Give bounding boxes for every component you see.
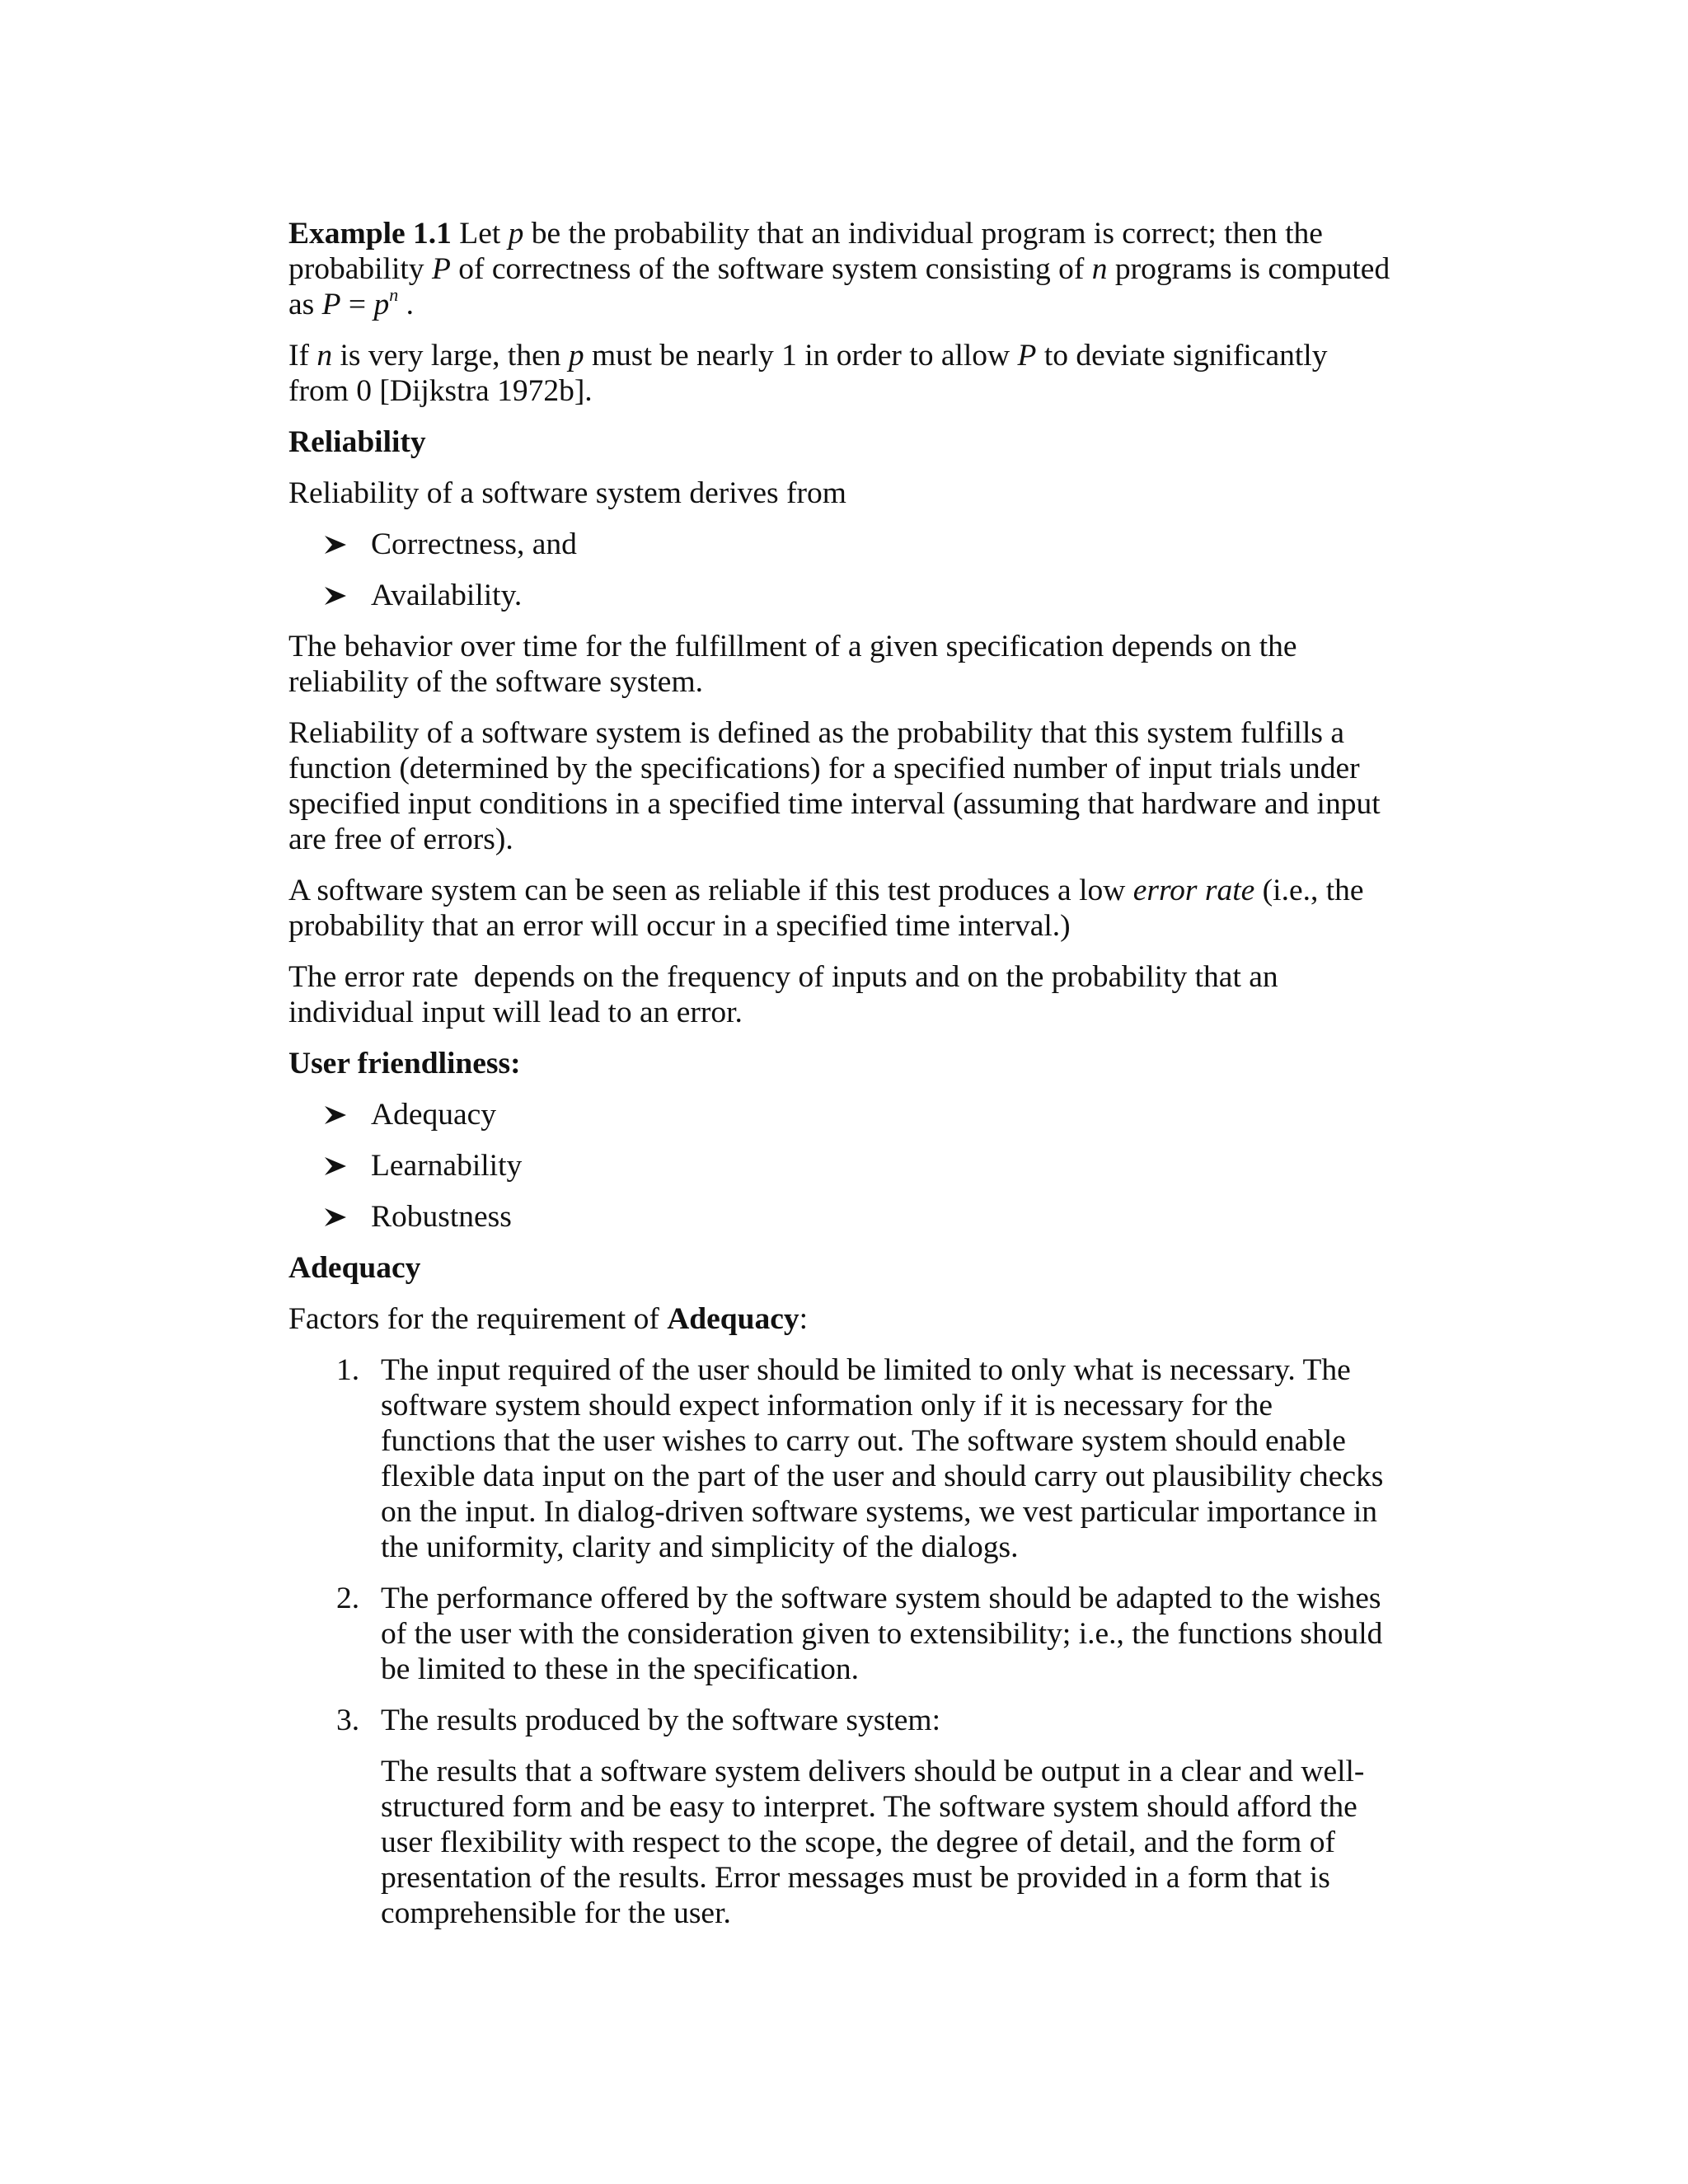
error-rate-term: error rate	[1132, 874, 1255, 907]
example-label: Example 1.1	[288, 217, 452, 251]
list-item	[288, 1581, 1393, 1687]
error-rate-paragraph	[288, 873, 1393, 944]
adequacy-heading: Adequacy	[288, 1251, 421, 1285]
text-run: Let	[451, 217, 509, 251]
user-friendliness-bullet-list	[288, 1097, 1393, 1235]
formula-p: p	[373, 288, 390, 321]
list-item	[288, 1199, 1393, 1235]
arrowhead-bullet-icon	[325, 1157, 346, 1175]
list-item	[288, 1097, 1393, 1132]
bullet-text: Learnability	[371, 1149, 523, 1183]
bullet-text: Robustness	[371, 1200, 512, 1234]
example-paragraph	[288, 216, 1393, 322]
item-number: 3.	[336, 1704, 360, 1737]
text-run: If	[288, 339, 317, 373]
behavior-paragraph: The behavior over time for the fulfillment of a given specification depends on the reliability of the software system.	[288, 630, 1297, 699]
formula-exponent-n: n	[389, 284, 399, 305]
arrowhead-bullet-icon	[325, 536, 346, 554]
adequacy-term: Adequacy	[667, 1302, 799, 1336]
list-item	[288, 1352, 1393, 1565]
bullet-text: Adequacy	[371, 1098, 497, 1132]
item-sub-paragraph: The results that a software system delivers should be output in a clear and well-structured form and be easy to interpret. The software system should afford the user flexibility with respect to the scope, the degree of detail, and the form of presentation of the results. Error messages must be provided in a form that is comprehensible for the user.	[381, 1755, 1365, 1930]
variable-n: n	[316, 339, 333, 373]
item-text: The performance offered by the software system should be adapted to the wishes of the user with the consideration given to extensibility; i.e., the functions should be limited to these in the specification.	[381, 1582, 1383, 1686]
text-run: Factors for the requirement of	[288, 1302, 668, 1336]
list-item	[288, 1703, 1393, 1931]
formula-P: P	[321, 288, 341, 321]
text-run: A software system can be seen as reliable if this test produces a low	[288, 874, 1133, 907]
adequacy-intro	[288, 1301, 1393, 1337]
variable-p: p	[508, 217, 524, 251]
text-run: of correctness of the software system consisting of	[450, 252, 1092, 286]
item-number: 2.	[336, 1582, 360, 1615]
user-friendliness-heading: User friendliness:	[288, 1047, 521, 1080]
document-page	[288, 216, 1393, 1947]
list-item	[288, 578, 1393, 613]
reliability-intro: Reliability of a software system derives from	[288, 476, 846, 510]
item-number: 1.	[336, 1353, 360, 1387]
list-item	[288, 1148, 1393, 1183]
arrowhead-bullet-icon	[325, 587, 346, 605]
variable-P: P	[431, 252, 451, 286]
text-run: (i.e., the probability that an error will occur in a specified time interval.)	[288, 874, 1364, 943]
text-run: :	[799, 1302, 809, 1336]
text-run: must be nearly 1 in order to allow	[584, 339, 1018, 373]
large-n-paragraph	[288, 338, 1393, 409]
reliability-bullet-list	[288, 527, 1393, 613]
variable-p: p	[568, 339, 584, 373]
text-run: is very large, then	[332, 339, 569, 373]
text-run: be the probability that an individual program is correct; then the probability	[288, 217, 1323, 286]
bullet-text: Availability.	[371, 579, 523, 612]
variable-P: P	[1017, 339, 1037, 373]
item-text: The input required of the user should be limited to only what is necessary. The software system should expect information only if it is necessary for the functions that the user wishes to carry out. The software system should enable flexible data input on the part of the user and should carry out plausibility checks on the input. In dialog-driven software systems, we vest particular importance in the uniformity, clarity and simplicity of the dialogs.	[381, 1353, 1384, 1564]
text-run: .	[398, 288, 414, 321]
bullet-text: Correctness, and	[371, 527, 577, 561]
list-item	[288, 527, 1393, 562]
formula-equals: =	[340, 288, 374, 321]
variable-n: n	[1091, 252, 1108, 286]
reliability-definition-paragraph: Reliability of a software system is defined as the probability that this system fulfills a function (determined by the specifications) for a specified number of input trials under specified input conditions in a specified time interval (assuming that hardware and input are free of errors).	[288, 716, 1381, 856]
reliability-heading: Reliability	[288, 425, 426, 459]
arrowhead-bullet-icon	[325, 1106, 346, 1124]
arrowhead-bullet-icon	[325, 1208, 346, 1226]
text-run: to deviate significantly from 0 [Dijkstra 1972b].	[288, 339, 1328, 408]
adequacy-factor-list	[288, 1352, 1393, 1931]
item-text: The results produced by the software system:	[381, 1704, 940, 1737]
text-run: programs is computed as	[288, 252, 1390, 321]
error-rate-dependency-paragraph: The error rate depends on the frequency of inputs and on the probability that an individual input will lead to an error.	[288, 960, 1287, 1029]
